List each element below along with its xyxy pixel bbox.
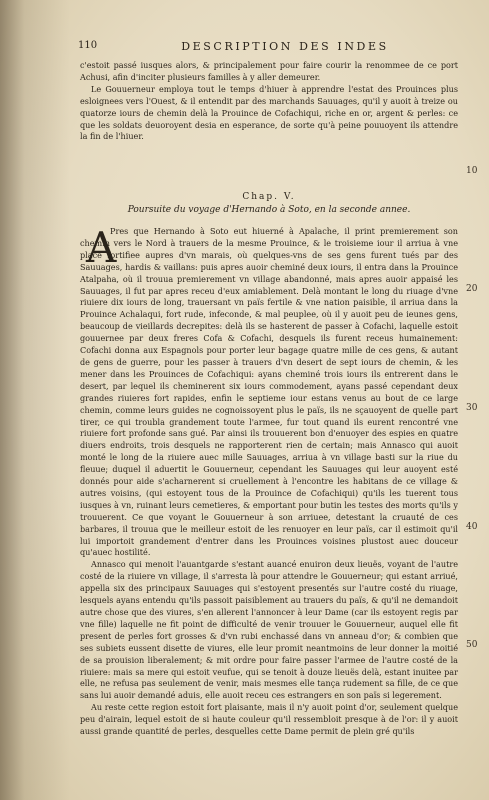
margin-line-number: 50 — [466, 640, 478, 650]
body-paragraph: Au reste cette region estoit fort plaisante, mais il n'y auoit point d'or, seulement quelque peu d'airain, lequel estoit de si haute couleur qu'il ressembloit presque à de l'or: il y auoit aussi grande quantité de perles, desquelles cette Dame permit de plein gré qu'ils — [80, 702, 458, 737]
margin-line-number: 20 — [466, 284, 478, 294]
margin-line-number: 30 — [466, 403, 478, 413]
chapter-body — [80, 223, 458, 738]
page-number: 110 — [78, 40, 98, 51]
body-paragraph: Annasco qui menoit l'auantgarde s'estant auancé enuiron deux lieuës, voyant de l'autre costé de la riuiere vn village, il s'arresta là pour attendre le Gouuerneur; qui estant arriué, appella six des principaux Sauuages qui s'estoyent presentés sur l'autre costé du riuage, lesquels ayans entendu qu'ils passoit paisiblement au trauers du païs, & qu'il ne demandoit autre chose que des viures, s'en allerent l'annoncer à leur Dame (car ils estoyent regis par vne fille) laquelle ne fit point de difficulté de venir trouuer le Gouuerneur, auquel elle fit present de perles fort grosses & d'vn rubi enchassé dans vn anneau d'or; & combien que ses subiets eussent disette de viures, elle leur promit neantmoins de leur donner la moitié de sa prouision liberalement; & mit ordre pour faire passer l'armee de l'autre costé de la riuiere: mais sa mere qui estoit veufue, qui se tenoit à douze lieuës delà, estant inuitee par elle, ne refusa pas seulement de venir, mais mesmes elle tança rudement sa fille, de ce que sans lui auoir demandé aduis, elle auoit receu ces estrangers en son païs si legerement. — [80, 559, 458, 701]
chapter-number: Chap. V. — [242, 192, 296, 202]
margin-line-number: 10 — [466, 166, 478, 176]
running-title: DESCRIPTION DES INDES — [181, 40, 389, 53]
intro-text — [80, 60, 458, 143]
chapter-title: Poursuite du voyage d'Hernando à Soto, en la seconde annee. — [127, 205, 411, 215]
margin-line-number: 40 — [466, 522, 478, 532]
intro-paragraph: Le Gouuerneur employa tout le temps d'hiuer à apprendre l'estat des Prouinces plus esloignees vers l'Ouest, & il entendit par des marchands Sauuages, qu'il y auoit à treize ou quatorze iours de chemin delà la Prouince de Cofachiqui, riche en or, argent & perles: ce que les soldats deuoroyent desia en esperance, de sorte qu'à peine pouuoyent ils attendre la fin de l'hiuer. — [80, 83, 458, 142]
page-header — [78, 40, 458, 56]
intro-paragraph: c'estoit passé iusques alors, & principalement pour faire courir la renommee de ce port Achusi, afin d'inciter plusieurs familles à y aller demeurer. — [80, 60, 458, 82]
body-paragraph: Pres que Hernando à Soto eut hiuerné à Apalache, il print premierement son chemin vers le Nord à trauers de la mesme Prouince, & le troisieme iour il arriua à vne place fortifiee aupres d'vn marais, où quelques-vns de ses gens furent tués par des Sauuages, hardis & vaillans: puis apres auoir cheminé deux iours, il entra dans la Prouince Atalpaha, où il trouua premierement vn village abandonné, mais apres auoir appaisé les Sauuages, il fut par apres receu d'eux amiablement. Delà montant le long du riuage d'vne riuiere dix iours de long, trauersant vn païs fertile & vne nation paisible, il arriua dans la Prouince Achalaqui, fort rude, infeconde, & mal peuplee, où il y auoit peu de ieunes gens, beaucoup de vieillards decrepites: delà ils se hasterent de passer à Cofachi, laquelle estoit gouuernee par deux freres Cofa & Cofachi, desquels ils furent receus humainement: Cofachi donna aux Espagnols pour porter leur bagage quatre mille de ces gens, & autant de gens de guerre, pour les passer à trauers d'vn desert de sept iours de chemin, & les mener dans les Prouinces de Cofachiqui: ayans cheminé trois iours ils entrerent dans le desert, par lequel ils cheminerent six iours commodement, ayans passé cependant deux grandes riuieres fort rapides, enfin le septieme iour estans venus au bout de ce large chemin, comme leurs guides ne cognoissoyent plus le païs, ils ne sçauoyent de quelle part tirer, ce qui troubla grandement toute l'armee, fur tout quand ils eurent rencontré vne riuiere fort profonde sans gué. Par ainsi ils trouuerent bon d'enuoyer des espies en quatre diuers endroits, trois desquels ne rapporterent rien de certain; mais Annasco qui auoit monté le long de la riuiere auec mille Sauuages, arriua à vn village basti sur la riue du fleuue; duquel il aduertit le Gouuerneur, cependant les Sauuages qui leur auoyent esté donnés pour aide s'acharnerent si cruellement à l'encontre les habitans de ce village & autres voisins, (qui estoyent tous de la Prouince de Cofachiqui) qu'ils les tuerent tous iusques à vn, ruinant leurs cemetieres, & emportant pour butin les testes des morts qu'ils y trouuerent. Ce que voyant le Gouuerneur à son arriuee, detestant la cruauté de ces barbares, il trouua que le meilleur estoit de les renuoyer en leur païs, car il estimoit qu'il lui importoit grandement d'entrer dans les Prouinces voisines plustost auec douceur qu'auec hostilité. — [80, 226, 458, 558]
drop-cap: A — [86, 223, 117, 272]
gutter-shadow — [0, 0, 70, 800]
